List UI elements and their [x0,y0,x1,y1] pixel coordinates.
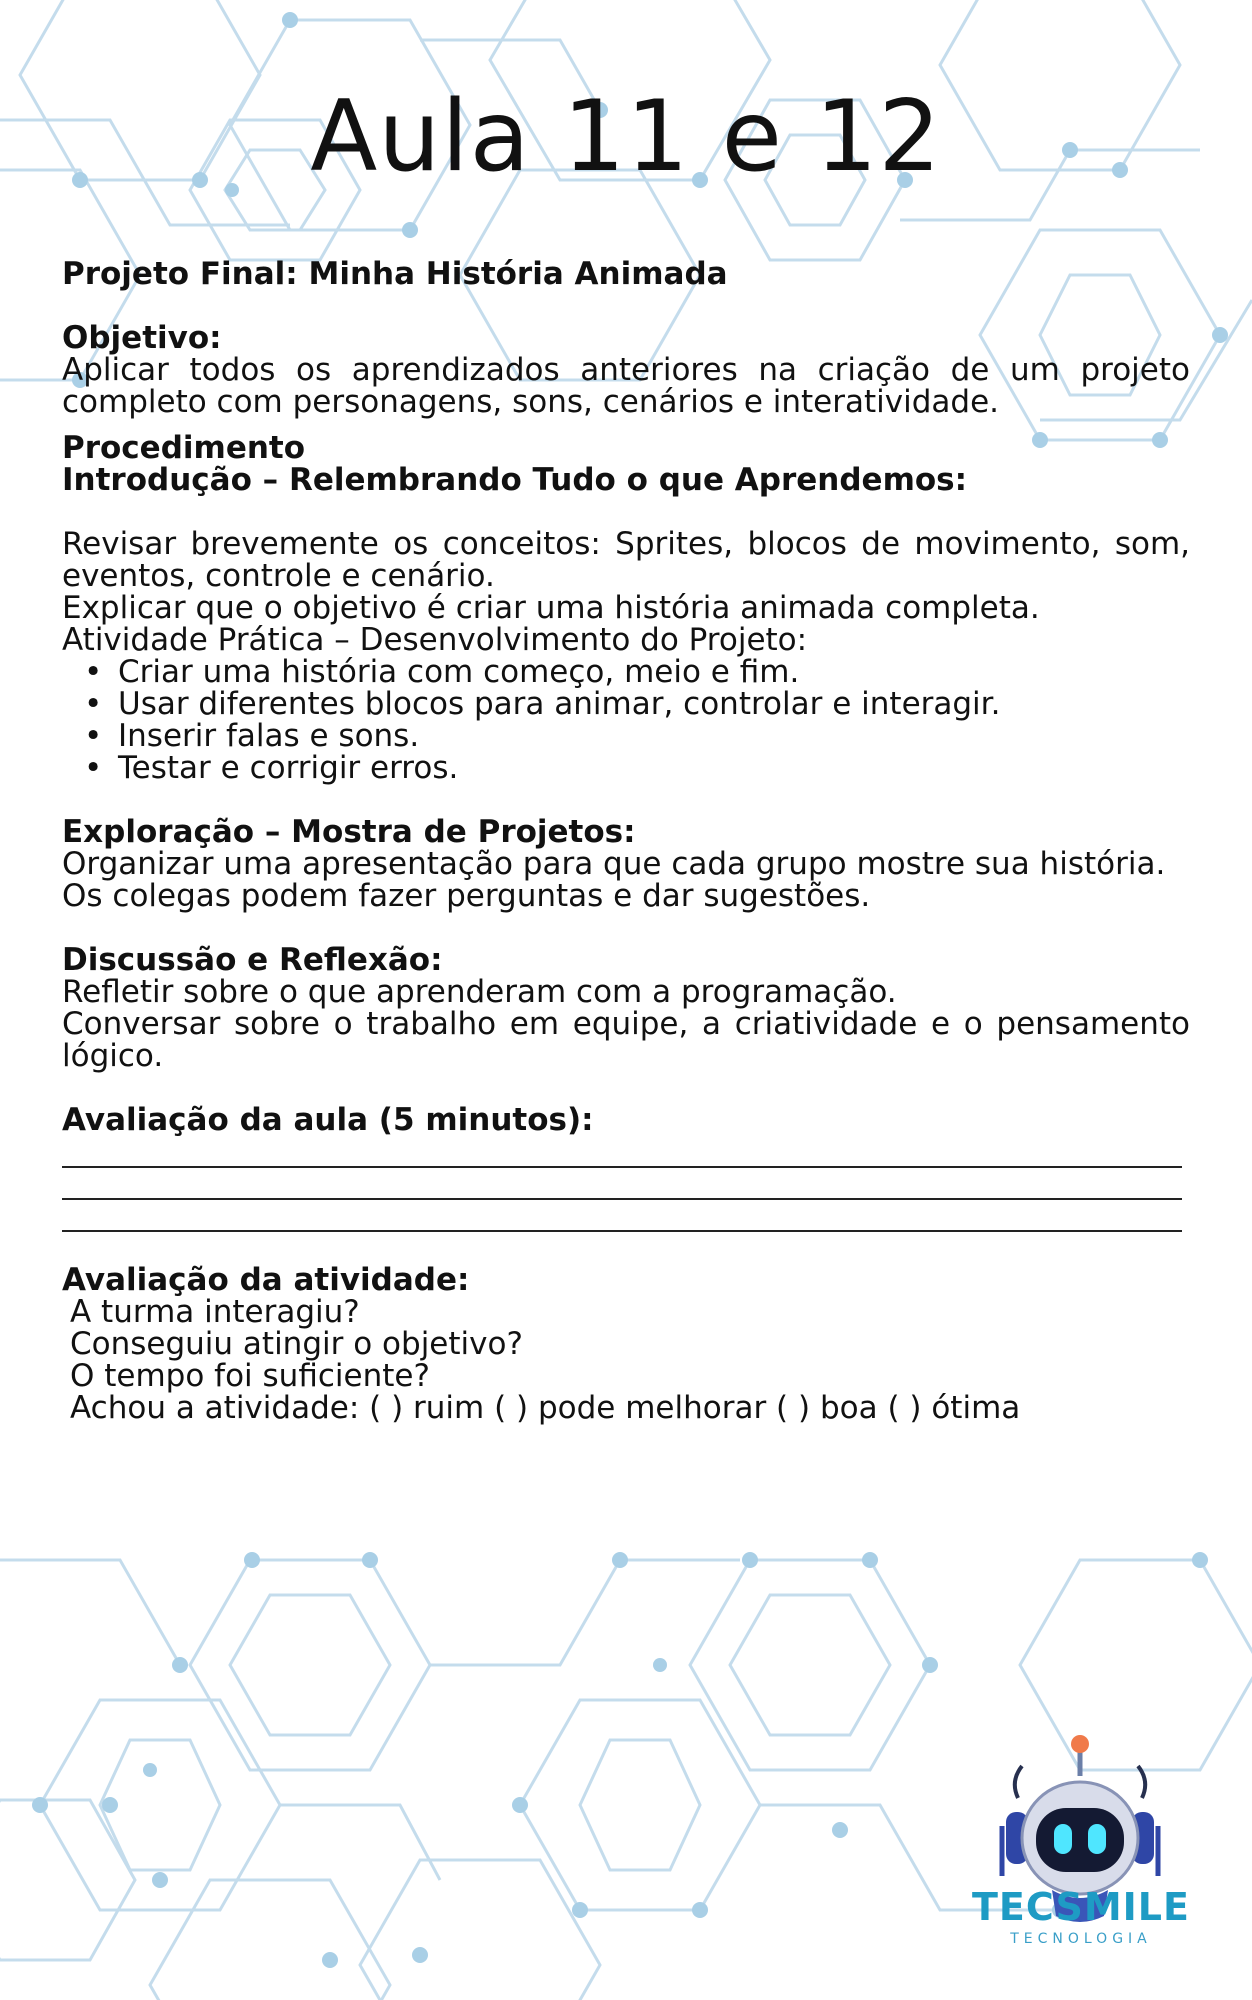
list-item: • Testar e corrigir erros. [118,752,1190,784]
answer-line[interactable] [62,1136,1182,1168]
introduction-heading: Introdução – Relembrando Tudo o que Aprendemos: [62,462,968,498]
evaluation-question: A turma interagiu? [70,1294,360,1330]
discussion-line-1: Refletir sobre o que aprenderam com a programação. [62,974,897,1010]
exploration-line-1: Organizar uma apresentação para que cada grupo mostre sua história. [62,846,1166,882]
list-item: • Criar uma história com começo, meio e fim. [118,656,1190,688]
explain-text: Explicar que o objetivo é criar uma história animada completa. [62,590,1040,626]
spacer [62,784,1190,816]
exploration-line-2: Os colegas podem fazer perguntas e dar sugestões. [62,878,871,914]
evaluation-question: Achou a atividade: ( ) ruim ( ) pode melhorar ( ) boa ( ) ótima [70,1390,1021,1426]
answer-line[interactable] [62,1200,1182,1232]
activity-heading: Atividade Prática – Desenvolvimento do Projeto: [62,622,808,658]
procedure-heading: Procedimento [62,430,306,466]
spacer [62,912,1190,944]
activity-list [62,656,1190,784]
review-text: Revisar brevemente os conceitos: Sprites, blocos de movimento, som, eventos, controle e cenário. [62,526,1190,594]
list-item: • Usar diferentes blocos para animar, controlar e interagir. [118,688,1190,720]
project-title: Projeto Final: Minha História Animada [62,256,728,292]
spacer [62,1072,1190,1104]
lesson-plan-body [62,258,1190,1424]
list-item: • Inserir falas e sons. [118,720,1190,752]
objective-heading: Objetivo: [62,320,222,356]
discussion-heading: Discussão e Reflexão: [62,942,443,978]
spacer [62,290,1190,322]
activity-evaluation-heading: Avaliação da atividade: [62,1262,470,1298]
exploration-heading: Exploração – Mostra de Projetos: [62,814,636,850]
logo-tagline: TECNOLOGIA [1010,1931,1152,1947]
evaluation-question: Conseguiu atingir o objetivo? [70,1326,523,1362]
lesson-evaluation-heading: Avaliação da aula (5 minutos): [62,1102,594,1138]
answer-line[interactable] [62,1168,1182,1200]
spacer [62,496,1190,528]
spacer [62,1232,1190,1264]
logo-wordmark: TECSMILE [972,1885,1190,1929]
discussion-line-2: Conversar sobre o trabalho em equipe, a criatividade e o pensamento lógico. [62,1006,1190,1074]
evaluation-question: O tempo foi suficiente? [70,1358,430,1394]
page-title: Aula 11 e 12 [310,80,942,194]
objective-text: Aplicar todos os aprendizados anteriores na criação de um projeto completo com personagens, sons, cenários e interatividade. [62,352,1190,420]
